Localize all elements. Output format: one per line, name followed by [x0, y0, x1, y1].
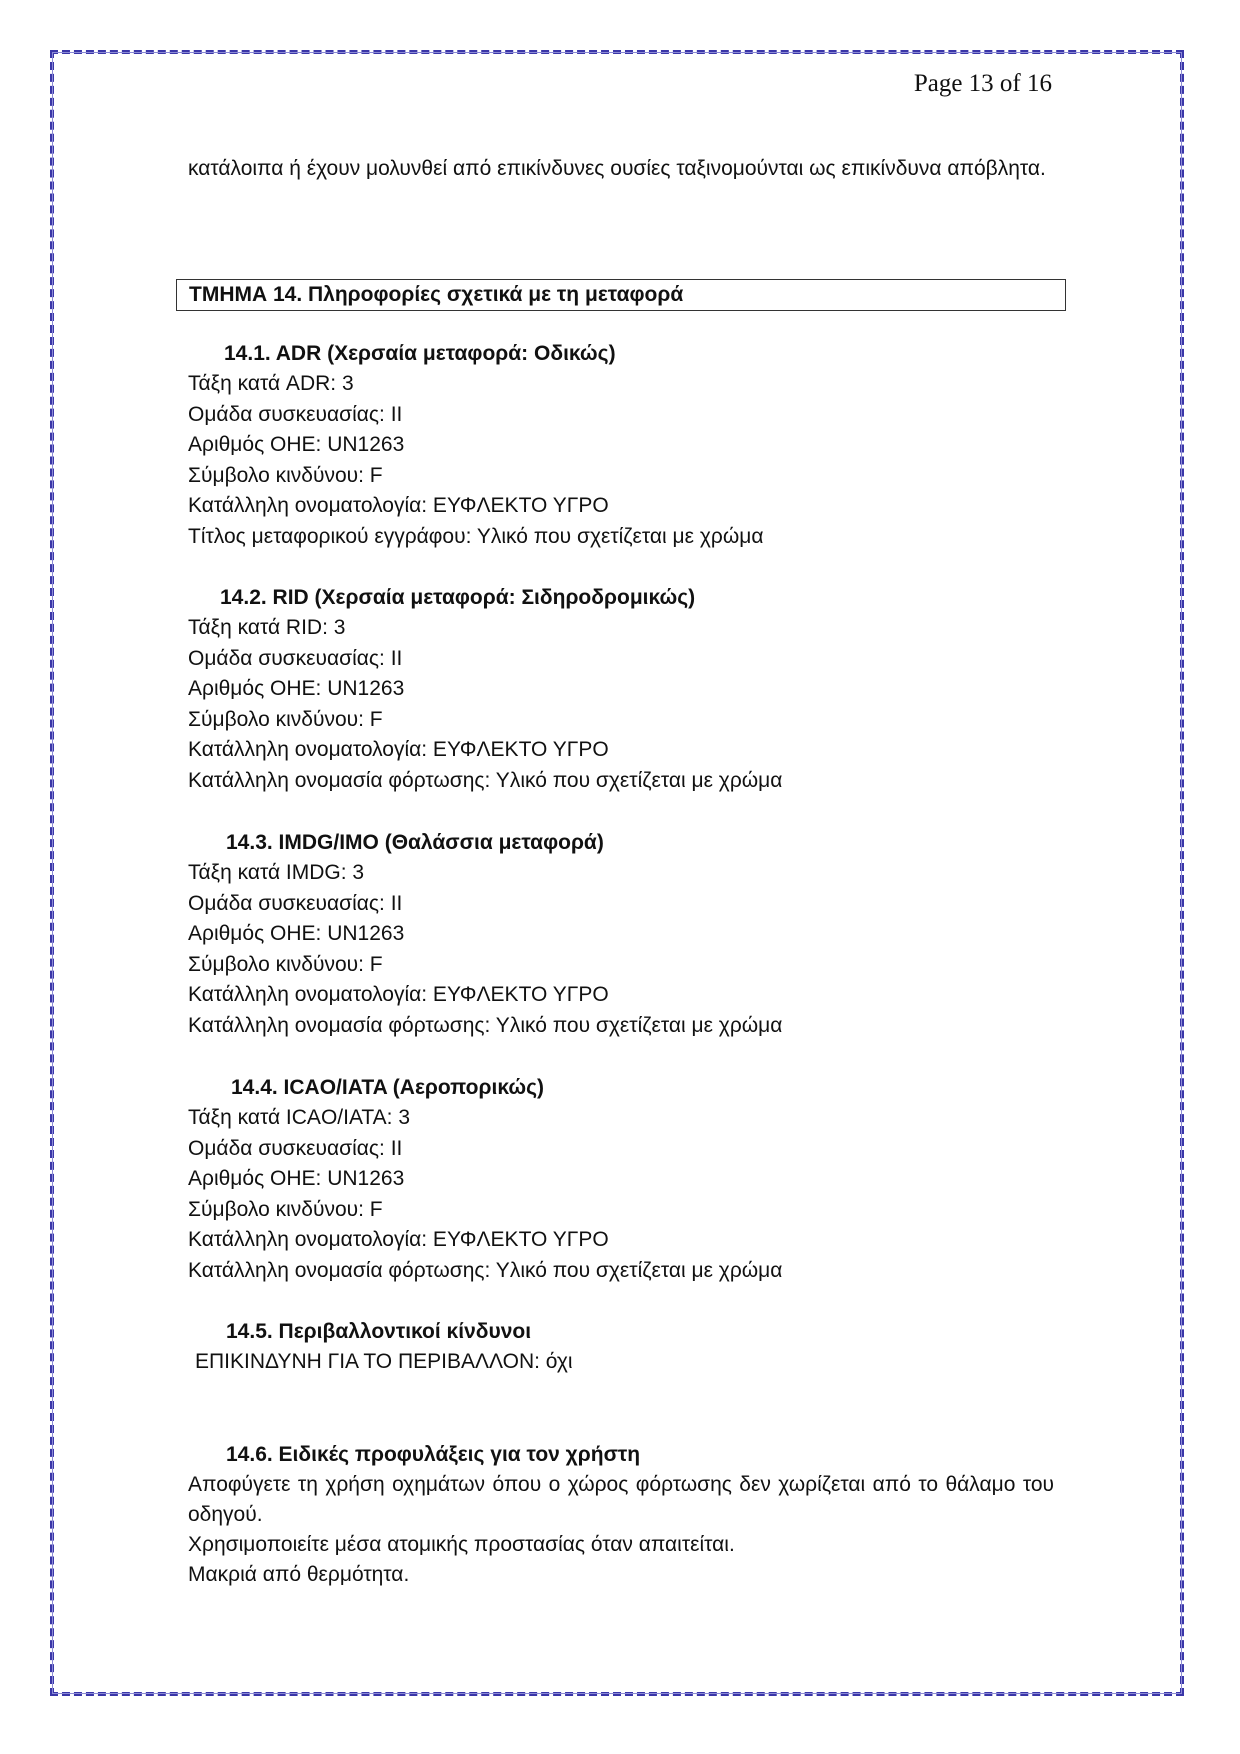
info-line: Ομάδα συσκευασίας: ΙΙ: [188, 646, 403, 670]
info-line: Ομάδα συσκευασίας: ΙΙ: [188, 402, 403, 426]
intro-text: κατάλοιπα ή έχουν μολυνθεί από επικίνδυνες ουσίες ταξινομούνται ως επικίνδυνα απόβλητα.: [188, 157, 1046, 180]
heading: 14.6. Ειδικές προφυλάξεις για τον χρήστη: [226, 1443, 641, 1466]
subsection-icao: [188, 1103, 782, 1286]
subsection-heading-precautions: [226, 1440, 640, 1470]
info-line: Κατάλληλη ονοματολογία: ΕΥΦΛΕΚΤΟ ΥΓΡΟ: [188, 983, 609, 1006]
info-line: Τάξη κατά RID: 3: [188, 616, 346, 639]
info-line: Σύμβολο κινδύνου: F: [188, 707, 383, 731]
info-line: Σύμβολο κινδύνου: F: [188, 463, 383, 487]
subsection-precautions: [188, 1470, 1054, 1590]
info-line: Τίτλος μεταφορικού εγγράφου: Υλικό που σχετίζεται με χρώμα: [188, 524, 764, 548]
info-line: Αριθμός ΟΗΕ: UN1263: [188, 677, 405, 700]
info-line: Αριθμός ΟΗΕ: UN1263: [188, 922, 405, 945]
info-line: Κατάλληλη ονομασία φόρτωσης: Υλικό που σχετίζεται με χρώμα: [188, 1013, 783, 1037]
info-line: Σύμβολο κινδύνου: F: [188, 952, 383, 976]
info-line: Ομάδα συσκευασίας: ΙΙ: [188, 1136, 403, 1160]
heading: 14.4. ICAO/IATA (Αεροπορικώς): [231, 1076, 544, 1099]
subsection-rid: [188, 613, 782, 796]
precaution-paragraph: Μακριά από θερμότητα.: [188, 1563, 410, 1586]
subsection-heading-icao: [231, 1073, 544, 1103]
info-line: Κατάλληλη ονοματολογία: ΕΥΦΛΕΚΤΟ ΥΓΡΟ: [188, 1228, 609, 1251]
info-line: Τάξη κατά ADR: 3: [188, 372, 354, 395]
info-line: Κατάλληλη ονομασία φόρτωσης: Υλικό που σχετίζεται με χρώμα: [188, 768, 783, 792]
subsection-heading-rid: [220, 583, 695, 613]
info-line: Αριθμός ΟΗΕ: UN1263: [188, 433, 405, 456]
heading: 14.5. Περιβαλλοντικοί κίνδυνοι: [226, 1320, 532, 1343]
heading: 14.1. ADR (Χερσαία μεταφορά: Οδικώς): [224, 342, 616, 365]
precaution-paragraph: Αποφύγετε τη χρήση οχημάτων όπου ο χώρος φόρτωσης δεν χωρίζεται από το θάλαμο του οδηγού.: [188, 1473, 1054, 1526]
info-line: Τάξη κατά ICAO/IATA: 3: [188, 1106, 411, 1129]
info-line: Κατάλληλη ονοματολογία: ΕΥΦΛΕΚΤΟ ΥΓΡΟ: [188, 494, 609, 517]
subsection-heading-environment: [226, 1317, 531, 1347]
heading: 14.2. RID (Χερσαία μεταφορά: Σιδηροδρομικώς): [220, 586, 696, 609]
section-title: ΤΜΗΜΑ 14. Πληροφορίες σχετικά με τη μεταφορά: [176, 279, 1066, 311]
subsection-imdg: [188, 858, 782, 1041]
intro-paragraph: [188, 154, 1054, 184]
subsection-heading-imdg: [226, 828, 604, 858]
heading: 14.3. IMDG/IMO (Θαλάσσια μεταφορά): [226, 831, 604, 854]
page-number: Page 13 of 16: [913, 70, 1052, 97]
info-line: Σύμβολο κινδύνου: F: [188, 1197, 383, 1221]
subsection-environment: [195, 1347, 573, 1378]
subsection-heading-adr: [224, 339, 616, 369]
info-line: Κατάλληλη ονοματολογία: ΕΥΦΛΕΚΤΟ ΥΓΡΟ: [188, 738, 609, 761]
info-line: Ομάδα συσκευασίας: ΙΙ: [188, 891, 403, 915]
precaution-paragraph: Χρησιμοποιείτε μέσα ατομικής προστασίας όταν απαιτείται.: [188, 1533, 735, 1556]
info-line: Αριθμός ΟΗΕ: UN1263: [188, 1167, 405, 1190]
info-line: Τάξη κατά IMDG: 3: [188, 861, 365, 884]
info-line: ΕΠΙΚΙΝΔΥΝΗ ΓΙΑ ΤΟ ΠΕΡΙΒΑΛΛΟΝ: όχι: [195, 1350, 573, 1373]
info-line: Κατάλληλη ονομασία φόρτωσης: Υλικό που σχετίζεται με χρώμα: [188, 1258, 783, 1282]
subsection-adr: [188, 369, 763, 552]
